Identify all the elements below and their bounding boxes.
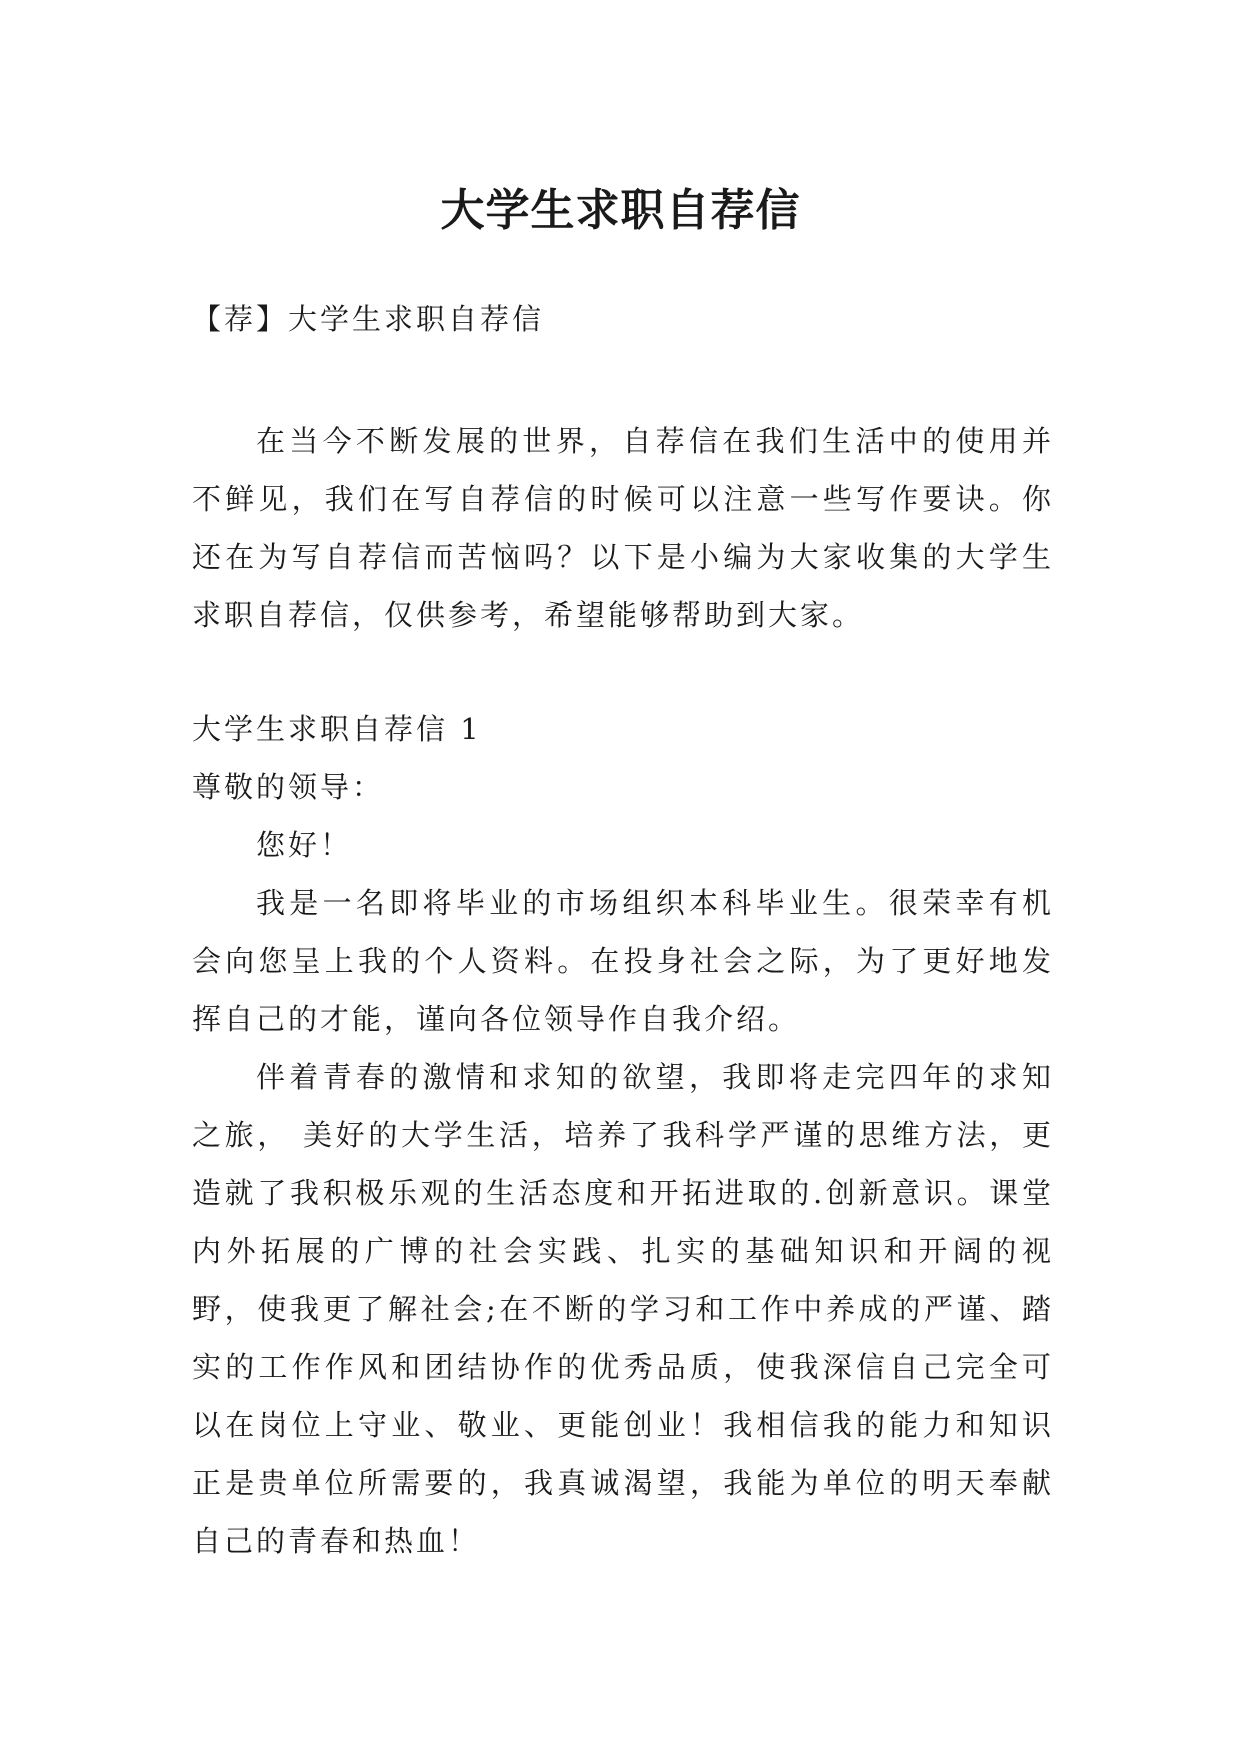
letter-paragraph: 伴着青春的激情和求知的欲望，我即将走完四年的求知之旅， 美好的大学生活，培养了我科学严谨的思维方法，更造就了我积极乐观的生活态度和开拓进取的.创新意识。课堂内外拓展的广博的社会实践、扎实的基础知识和开阔的视野，使我更了解社会;在不断的学习和工作中养成的严谨、踏实的工作作风和团结协作的优秀品质，使我深信自己完全可以在岗位上守业、敬业、更能创业！我相信我的能力和知识正是贵单位所需要的，我真诚渴望，我能为单位的明天奉献自己的青春和热血！ bbox=[192, 1060, 1054, 1558]
intro-paragraph: 在当今不断发展的世界，自荐信在我们生活中的使用并不鲜见，我们在写自荐信的时候可以注意一些写作要诀。你还在为写自荐信而苦恼吗？以下是小编为大家收集的大学生求职自荐信，仅供参考，希望能够帮助到大家。 bbox=[192, 424, 1054, 632]
letter-paragraph: 我是一名即将毕业的市场组织本科毕业生。很荣幸有机会向您呈上我的个人资料。在投身社会之际，为了更好地发挥自己的才能，谨向各位领导作自我介绍。 bbox=[192, 886, 1054, 1036]
letter-heading: 大学生求职自荐信 1 bbox=[192, 712, 482, 746]
document-subtitle: 【荐】大学生求职自荐信 bbox=[192, 302, 545, 336]
document-title: 大学生求职自荐信 bbox=[440, 185, 801, 237]
letter-greeting: 您好！ bbox=[256, 828, 353, 862]
letter-section bbox=[192, 700, 1054, 1570]
letter-salutation: 尊敬的领导： bbox=[192, 770, 385, 804]
